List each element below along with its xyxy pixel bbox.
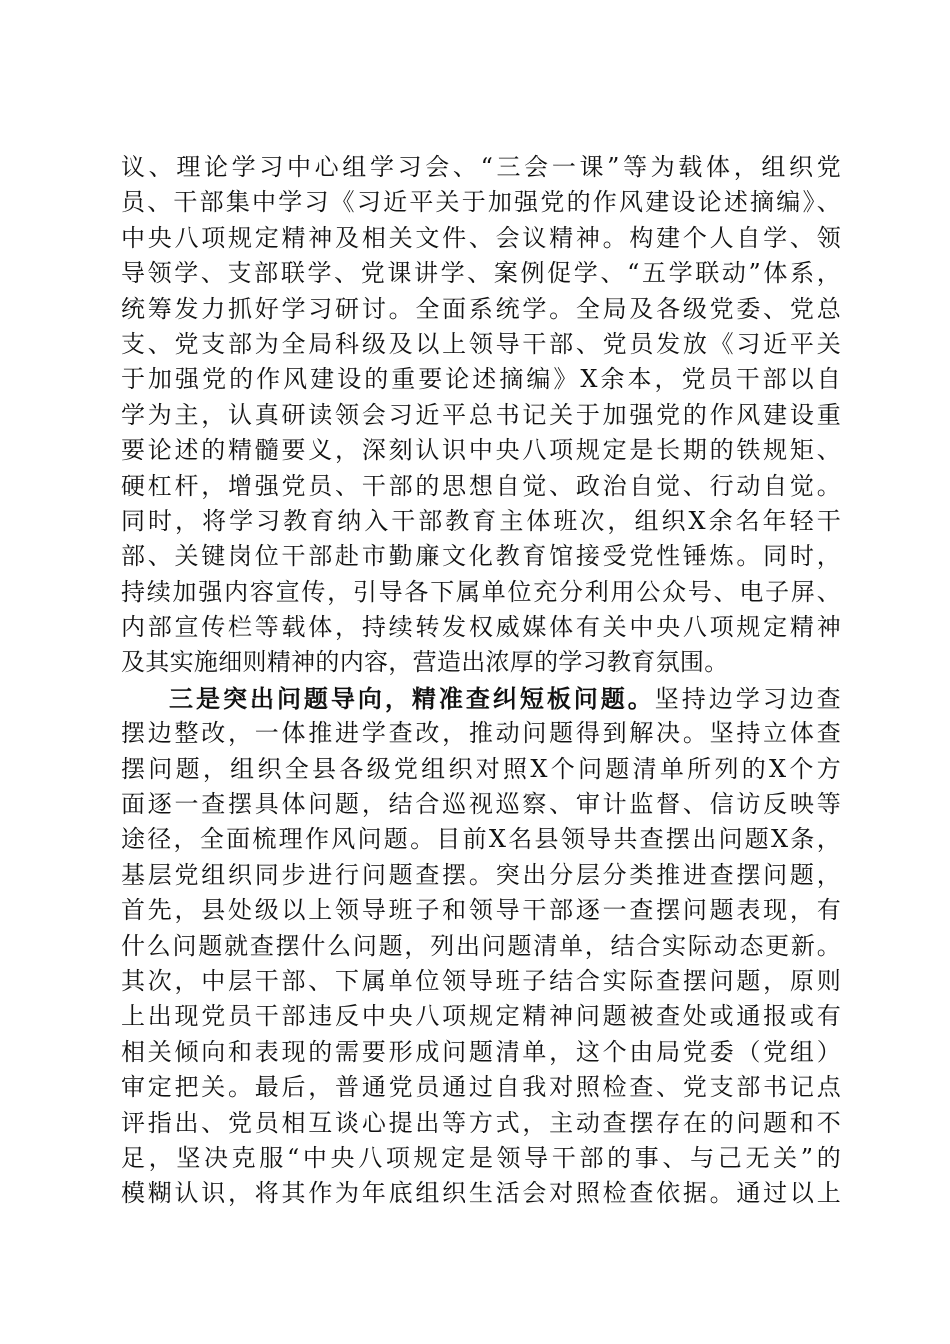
text-line: 部、关键岗位干部赴市勤廉文化教育馆接受党性锤炼。同时， bbox=[121, 542, 841, 571]
text-line: 学为主，认真研读领会习近平总书记关于加强党的作风建设重 bbox=[121, 400, 841, 429]
text-line: 中央八项规定精神及相关文件、会议精神。构建个人自学、领 bbox=[121, 223, 841, 252]
text-line: 摆问题，组织全县各级党组织对照X个问题清单所列的X个方 bbox=[121, 754, 841, 783]
text-line: 评指出、党员相互谈心提出等方式，主动查摆存在的问题和不 bbox=[121, 1108, 841, 1137]
text-line: 员、干部集中学习《习近平关于加强党的作风建设论述摘编》、 bbox=[121, 188, 841, 217]
paragraph-first-line bbox=[121, 681, 841, 716]
text-line: 途径，全面梳理作风问题。目前X名县领导共查摆出问题X条， bbox=[121, 825, 841, 854]
text-line: 基层党组织同步进行问题查摆。突出分层分类推进查摆问题， bbox=[121, 860, 841, 889]
text-line: 于加强党的作风建设的重要论述摘编》X余本，党员干部以自 bbox=[121, 365, 841, 394]
text-line: 摆边整改，一体推进学查改，推动问题得到解决。坚持立体查 bbox=[121, 719, 841, 748]
text-line: 支、党支部为全局科级及以上领导干部、党员发放《习近平关 bbox=[121, 329, 841, 358]
text-line: 要论述的精髓要义，深刻认识中央八项规定是长期的铁规矩、 bbox=[121, 436, 841, 465]
text-line: 同时，将学习教育纳入干部教育主体班次，组织X余名年轻干 bbox=[121, 506, 841, 535]
paragraph-heading: 三是突出问题导向，精准查纠短板问题。 bbox=[169, 683, 655, 713]
text-line: 硬杠杆，增强党员、干部的思想自觉、政治自觉、行动自觉。 bbox=[121, 471, 841, 500]
text-line: 模糊认识，将其作为年底组织生活会对照检查依据。通过以上 bbox=[121, 1179, 841, 1208]
document-body bbox=[121, 150, 841, 1212]
text-line: 内部宣传栏等载体，持续转发权威媒体有关中央八项规定精神 bbox=[121, 613, 841, 642]
text-line: 足，坚决克服“中央八项规定是领导干部的事、与己无关”的 bbox=[121, 1143, 841, 1172]
text-line: 及其实施细则精神的内容，营造出浓厚的学习教育氛围。 bbox=[121, 648, 729, 677]
text-line: 首先，县处级以上领导班子和领导干部逐一查摆问题表现，有 bbox=[121, 896, 841, 925]
paragraph-problem-orientation bbox=[121, 681, 841, 1212]
paragraph-study-education bbox=[121, 150, 841, 681]
text-line: 什么问题就查摆什么问题，列出问题清单，结合实际动态更新。 bbox=[121, 931, 841, 960]
text-line: 审定把关。最后，普通党员通过自我对照检查、党支部书记点 bbox=[121, 1073, 841, 1102]
text-line: 其次，中层干部、下属单位领导班子结合实际查摆问题，原则 bbox=[121, 966, 841, 995]
text-line: 上出现党员干部违反中央八项规定精神问题被查处或通报或有 bbox=[121, 1002, 841, 1031]
text-line: 相关倾向和表现的需要形成问题清单，这个由局党委（党组） bbox=[121, 1037, 841, 1066]
text-line: 持续加强内容宣传，引导各下属单位充分利用公众号、电子屏、 bbox=[121, 577, 841, 606]
text-line: 统筹发力抓好学习研讨。全面系统学。全局及各级党委、党总 bbox=[121, 294, 841, 323]
text-run: 坚持边学习边查 bbox=[654, 684, 841, 713]
text-line: 导领学、支部联学、党课讲学、案例促学、“五学联动”体系， bbox=[121, 259, 841, 288]
text-line: 面逐一查摆具体问题，结合巡视巡察、审计监督、信访反映等 bbox=[121, 790, 841, 819]
text-line: 议、理论学习中心组学习会、“三会一课”等为载体，组织党 bbox=[121, 153, 841, 181]
